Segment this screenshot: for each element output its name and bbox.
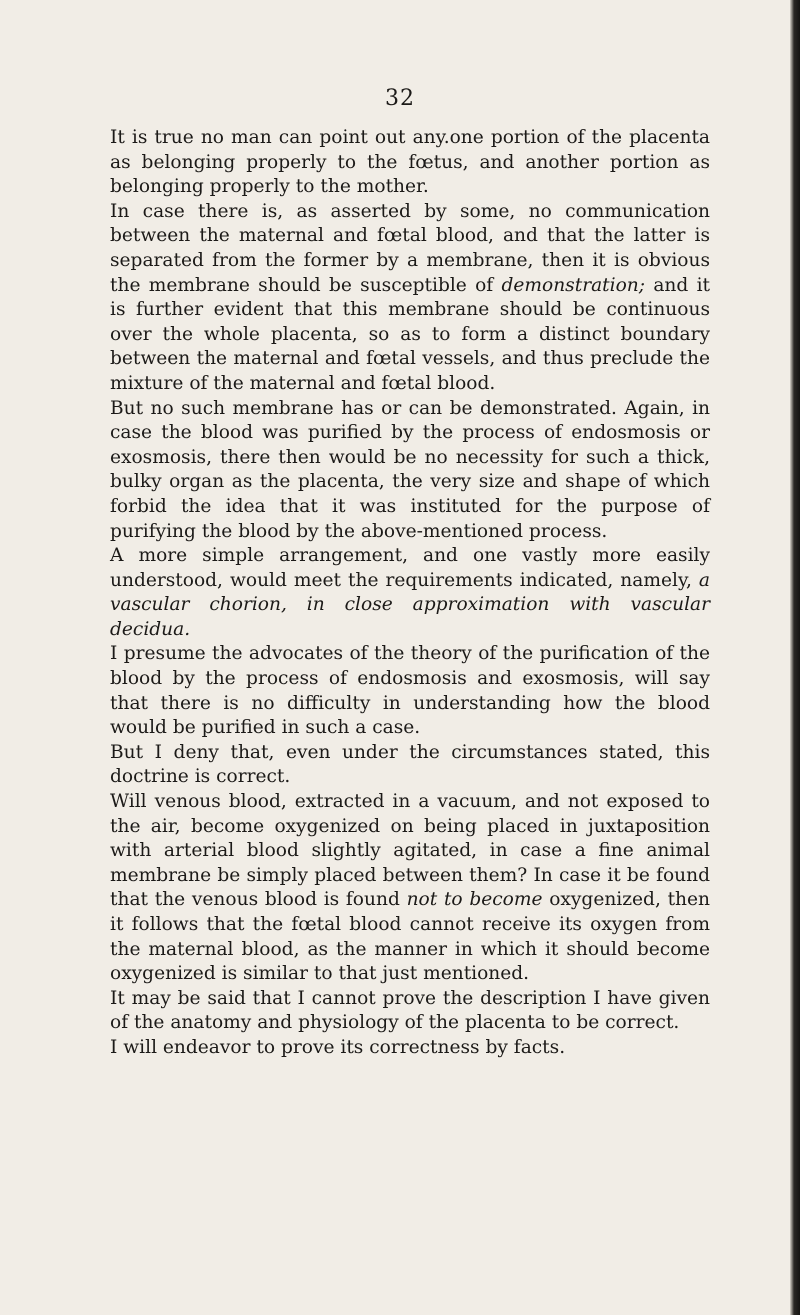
paragraph [110, 790, 710, 987]
text-segment: It may be said that I cannot prove the description I have given of the anatomy and physiology of the placenta to be correct. [110, 987, 710, 1034]
page-number: 32 [385, 86, 415, 111]
paragraph [110, 987, 710, 1036]
text-segment: I presume the advocates of the theory of the purification of the blood by the process of endosmosis and exosmosis, will say that there is no difficulty in understanding how the blood would be purified in such a case. [110, 643, 710, 739]
paragraph [110, 200, 710, 397]
italic-text: not to become [406, 889, 543, 911]
text-segment: Will venous blood, extracted in a vacuum, and not exposed to the air, become oxygenized on being placed in juxtaposition with arterial blood slightly agitated, in case a fine animal membrane be simply placed between them? In case it be found that the venous blood is found [110, 791, 710, 911]
text-segment: oxygenized, then it follows that the fœtal blood cannot receive its oxygen from the maternal blood, as the manner in which it should become oxygenized is similar to that just mentioned. [110, 889, 711, 985]
body-text [110, 126, 710, 1061]
page-edge-shadow [790, 0, 800, 1315]
italic-text: demonstration; [501, 274, 646, 296]
text-segment: In case there is, as asserted by some, no communication between the maternal and fœtal blood, and that the latter is separated from the former by a membrane, then it is obvious the membrane should be susceptible of [110, 200, 710, 296]
paragraph [110, 126, 710, 200]
text-segment: It is true no man can point out any.one portion of the placenta as belonging properly to the fœtus, and another portion as belonging properly to the mother. [110, 127, 710, 198]
italic-text: a vascular chorion, in close approximation with vascular decidua. [110, 569, 710, 640]
text-segment: A more simple arrangement, and one vastly more easily understood, would meet the requirements indicated, namely, [110, 545, 710, 591]
paragraph [110, 642, 710, 740]
paragraph [110, 1036, 710, 1061]
text-segment: But I deny that, even under the circumstances stated, this doctrine is correct. [110, 741, 710, 788]
paragraph [110, 544, 710, 642]
text-segment: I will endeavor to prove its correctness by facts. [110, 1036, 566, 1058]
paragraph [110, 397, 710, 545]
text-segment: But no such membrane has or can be demonstrated. Again, in case the blood was purified by the process of endosmosis or exosmosis, there then would be no necessity for such a thick, bulky organ as the placenta, the very size and shape of which forbid the idea that it was instituted for the purpose of purifying the blood by the above-mentioned process. [110, 397, 710, 542]
paragraph [110, 741, 710, 790]
text-segment: and it is further evident that this membrane should be continuous over the whole placenta, so as to form a distinct boundary between the maternal and fœtal vessels, and thus preclude the mixture of the maternal and fœtal blood. [110, 274, 710, 394]
